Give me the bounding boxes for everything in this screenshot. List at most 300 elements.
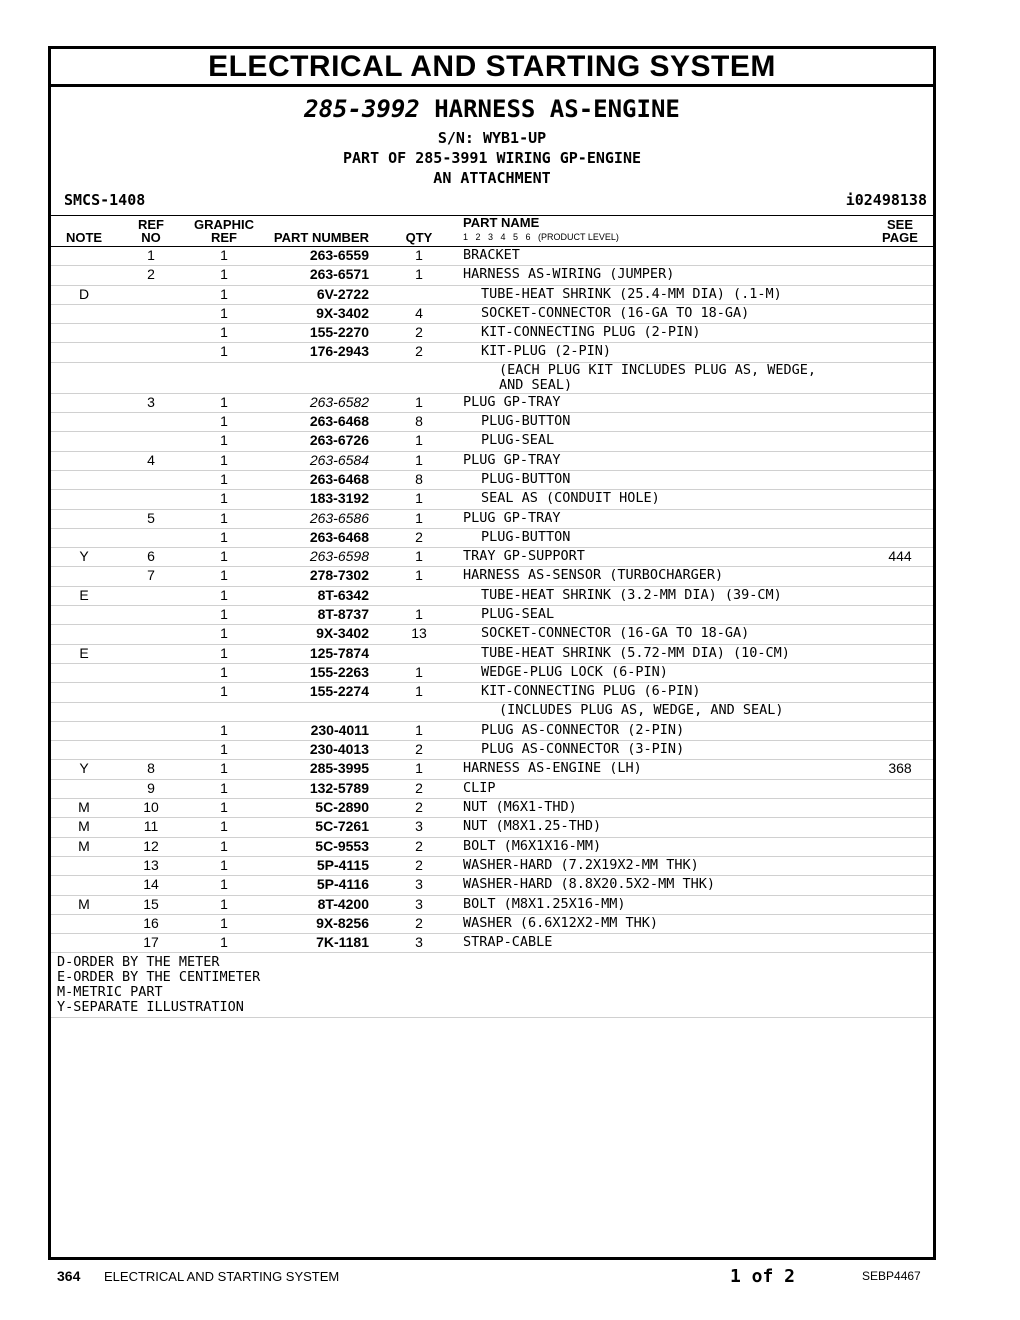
part-number-cell: 8T-8737 (263, 606, 381, 625)
ref-no-cell (117, 606, 185, 625)
graphic-ref-cell: 1 (185, 606, 263, 625)
part-number-cell: 183-3192 (263, 490, 381, 509)
part-number-cell: 263-6571 (263, 266, 381, 285)
part-number-cell: 125-7874 (263, 644, 381, 663)
part-name-cell: HARNESS AS-SENSOR (TURBOCHARGER) (457, 567, 867, 586)
legend-item: E-ORDER BY THE CENTIMETER (57, 969, 261, 986)
see-page-cell (867, 702, 933, 721)
part-number-cell: 285-3995 (263, 760, 381, 779)
part-name-cell: HARNESS AS-WIRING (JUMPER) (457, 266, 867, 285)
table-row (51, 818, 933, 837)
qty-cell: 2 (381, 837, 457, 856)
ref-no-cell: 3 (117, 393, 185, 412)
ref-no-cell: 11 (117, 818, 185, 837)
legend-item: M-METRIC PART (57, 984, 163, 1001)
ref-no-cell: 4 (117, 451, 185, 470)
note-cell (51, 324, 117, 343)
part-name-cell: SEAL AS (CONDUIT HOLE) (457, 490, 867, 509)
table-row (51, 490, 933, 509)
note-cell: M (51, 837, 117, 856)
part-name-cell: PLUG GP-TRAY (457, 451, 867, 470)
part-number-cell: 263-6582 (263, 393, 381, 412)
note-cell: M (51, 799, 117, 818)
ref-no-cell: 12 (117, 837, 185, 856)
ref-no-cell (117, 343, 185, 362)
qty-cell: 1 (381, 567, 457, 586)
graphic-ref-cell: 1 (185, 266, 263, 285)
col-note-header: NOTE (51, 216, 117, 247)
document-id: SEBP4467 (862, 1269, 921, 1283)
part-name-cell: PLUG-BUTTON (457, 470, 867, 489)
serial-number: S/N: WYB1-UP (437, 129, 547, 147)
part-name-cell: TUBE-HEAT SHRINK (25.4-MM DIA) (.1-M) (457, 285, 867, 304)
part-name-cell: NUT (M8X1.25-THD) (457, 818, 867, 837)
part-name-cell: PLUG-SEAL (457, 606, 867, 625)
graphic-ref-cell: 1 (185, 470, 263, 489)
see-page-cell (867, 779, 933, 798)
graphic-ref-cell: 1 (185, 741, 263, 760)
part-name-cell: TUBE-HEAT SHRINK (3.2-MM DIA) (39-CM) (457, 586, 867, 605)
qty-cell: 2 (381, 856, 457, 875)
table-row (51, 285, 933, 304)
part-name-cell: KIT-CONNECTING PLUG (6-PIN) (457, 683, 867, 702)
note-cell: M (51, 895, 117, 914)
qty-cell: 2 (381, 779, 457, 798)
ref-no-cell (117, 586, 185, 605)
see-page-cell (867, 741, 933, 760)
graphic-ref-cell: 1 (185, 285, 263, 304)
ref-no-cell (117, 490, 185, 509)
graphic-ref-cell: 1 (185, 304, 263, 323)
part-number-cell: 8T-6342 (263, 586, 381, 605)
note-cell: Y (51, 548, 117, 567)
qty-cell: 1 (381, 663, 457, 682)
ref-no-cell: 6 (117, 548, 185, 567)
part-number-cell: 155-2263 (263, 663, 381, 682)
graphic-ref-cell: 1 (185, 837, 263, 856)
qty-cell: 2 (381, 343, 457, 362)
part-number-cell: 230-4013 (263, 741, 381, 760)
ref-no-cell: 16 (117, 914, 185, 933)
note-cell (51, 702, 117, 721)
qty-cell: 1 (381, 451, 457, 470)
part-number-cell: 263-6468 (263, 470, 381, 489)
part-number-cell: 263-6468 (263, 413, 381, 432)
table-row (51, 528, 933, 547)
graphic-ref-cell: 1 (185, 856, 263, 875)
part-name-cell: PLUG GP-TRAY (457, 509, 867, 528)
note-cell: D (51, 285, 117, 304)
table-row (51, 663, 933, 682)
table-row (51, 721, 933, 740)
col-see-page-header: SEE PAGE (867, 216, 933, 247)
qty-cell: 4 (381, 304, 457, 323)
table-row (51, 324, 933, 343)
ref-no-cell (117, 528, 185, 547)
graphic-ref-cell: 1 (185, 343, 263, 362)
graphic-ref-cell: 1 (185, 548, 263, 567)
part-name-cell: SOCKET-CONNECTOR (16-GA TO 18-GA) (457, 304, 867, 323)
note-cell (51, 625, 117, 644)
part-number-cell: 7K-1181 (263, 934, 381, 953)
ref-no-cell: 10 (117, 799, 185, 818)
see-page-cell (867, 914, 933, 933)
note-cell: M (51, 818, 117, 837)
part-number-cell: 263-6598 (263, 548, 381, 567)
see-page-cell (867, 470, 933, 489)
part-number-cell: 155-2270 (263, 324, 381, 343)
note-cell (51, 779, 117, 798)
part-name-cell: (EACH PLUG KIT INCLUDES PLUG AS, WEDGE, AND SEAL) (457, 362, 867, 393)
see-page-cell (867, 490, 933, 509)
part-name-cell: BRACKET (457, 247, 867, 266)
see-page-cell (867, 266, 933, 285)
part-name-cell: NUT (M6X1-THD) (457, 799, 867, 818)
parts-table (51, 216, 933, 953)
table-row (51, 432, 933, 451)
graphic-ref-cell: 1 (185, 490, 263, 509)
qty-cell: 2 (381, 914, 457, 933)
part-number-cell: 5C-2890 (263, 799, 381, 818)
note-cell (51, 470, 117, 489)
qty-cell: 1 (381, 490, 457, 509)
note-cell: Y (51, 760, 117, 779)
graphic-ref-cell: 1 (185, 760, 263, 779)
ref-no-cell: 7 (117, 567, 185, 586)
graphic-ref-cell: 1 (185, 413, 263, 432)
table-row (51, 799, 933, 818)
page-number: 364 (57, 1268, 81, 1284)
see-page-cell (867, 895, 933, 914)
part-name-cell: WASHER (6.6X12X2-MM THK) (457, 914, 867, 933)
page-footer (0, 1266, 1020, 1288)
notes-legend (51, 953, 933, 1018)
qty-cell: 1 (381, 548, 457, 567)
legend-item: D-ORDER BY THE METER (57, 954, 220, 971)
part-name-cell: PLUG-SEAL (457, 432, 867, 451)
qty-cell: 3 (381, 818, 457, 837)
part-number-cell: 263-6559 (263, 247, 381, 266)
graphic-ref-cell (185, 702, 263, 721)
table-row (51, 586, 933, 605)
group-header (51, 87, 933, 216)
graphic-ref-cell: 1 (185, 876, 263, 895)
table-row (51, 548, 933, 567)
note-cell (51, 509, 117, 528)
qty-cell (381, 644, 457, 663)
note-cell (51, 683, 117, 702)
part-name-cell: TUBE-HEAT SHRINK (5.72-MM DIA) (10-CM) (457, 644, 867, 663)
note-cell (51, 451, 117, 470)
part-name-cell: TRAY GP-SUPPORT (457, 548, 867, 567)
col-part-number-header: PART NUMBER (263, 216, 381, 247)
note-cell (51, 528, 117, 547)
note-cell (51, 934, 117, 953)
qty-cell: 1 (381, 760, 457, 779)
ref-no-cell: 13 (117, 856, 185, 875)
note-cell (51, 362, 117, 393)
see-page-cell (867, 625, 933, 644)
table-row (51, 451, 933, 470)
see-page-cell (867, 304, 933, 323)
table-row (51, 760, 933, 779)
illustration-id: i02498138 (845, 191, 927, 209)
qty-cell: 3 (381, 934, 457, 953)
col-qty-header: QTY (381, 216, 457, 247)
ref-no-cell: 14 (117, 876, 185, 895)
see-page-cell (867, 663, 933, 682)
table-row (51, 393, 933, 412)
graphic-ref-cell: 1 (185, 683, 263, 702)
ref-no-cell (117, 413, 185, 432)
qty-cell: 1 (381, 606, 457, 625)
note-cell (51, 914, 117, 933)
part-name-cell: PLUG AS-CONNECTOR (2-PIN) (457, 721, 867, 740)
qty-cell (381, 586, 457, 605)
ref-no-cell (117, 470, 185, 489)
qty-cell: 2 (381, 741, 457, 760)
ref-no-cell: 8 (117, 760, 185, 779)
graphic-ref-cell: 1 (185, 528, 263, 547)
smcs-code: SMCS-1408 (64, 191, 146, 209)
ref-no-cell (117, 362, 185, 393)
part-name-cell: PLUG AS-CONNECTOR (3-PIN) (457, 741, 867, 760)
part-name-cell: STRAP-CABLE (457, 934, 867, 953)
note-cell (51, 266, 117, 285)
see-page-cell: 368 (867, 760, 933, 779)
part-number-cell: 5C-9553 (263, 837, 381, 856)
graphic-ref-cell: 1 (185, 934, 263, 953)
part-number-cell: 263-6586 (263, 509, 381, 528)
table-row (51, 606, 933, 625)
qty-cell: 1 (381, 683, 457, 702)
part-number-cell: 263-6726 (263, 432, 381, 451)
group-part-number: 285-3992 (304, 95, 420, 123)
qty-cell: 8 (381, 413, 457, 432)
part-name-cell: WEDGE-PLUG LOCK (6-PIN) (457, 663, 867, 682)
table-row (51, 304, 933, 323)
graphic-ref-cell: 1 (185, 625, 263, 644)
note-cell (51, 432, 117, 451)
part-number-cell: 5P-4116 (263, 876, 381, 895)
note-cell (51, 393, 117, 412)
see-page-cell (867, 567, 933, 586)
see-page-cell (867, 432, 933, 451)
table-row (51, 856, 933, 875)
note-cell (51, 606, 117, 625)
see-page-cell (867, 393, 933, 412)
page-frame (48, 46, 936, 1260)
qty-cell: 8 (381, 470, 457, 489)
graphic-ref-cell: 1 (185, 644, 263, 663)
part-number-cell: 9X-3402 (263, 625, 381, 644)
ref-no-cell: 1 (117, 247, 185, 266)
ref-no-cell (117, 721, 185, 740)
table-row (51, 625, 933, 644)
ref-no-cell (117, 683, 185, 702)
graphic-ref-cell: 1 (185, 451, 263, 470)
graphic-ref-cell: 1 (185, 721, 263, 740)
part-number-cell (263, 362, 381, 393)
table-row (51, 876, 933, 895)
attachment-line: AN ATTACHMENT (433, 169, 551, 187)
see-page-cell (867, 606, 933, 625)
graphic-ref-cell: 1 (185, 586, 263, 605)
ref-no-cell: 17 (117, 934, 185, 953)
table-row (51, 567, 933, 586)
group-title (51, 95, 933, 123)
footer-section: ELECTRICAL AND STARTING SYSTEM (104, 1269, 340, 1284)
table-row (51, 779, 933, 798)
part-number-cell: 263-6584 (263, 451, 381, 470)
note-cell (51, 247, 117, 266)
see-page-cell (867, 644, 933, 663)
col-part-name-header: PART NAME 1 2 3 4 5 6 (PRODUCT LEVEL) (457, 216, 867, 247)
ref-no-cell: 5 (117, 509, 185, 528)
see-page-cell (867, 247, 933, 266)
note-cell (51, 741, 117, 760)
table-row (51, 509, 933, 528)
note-cell (51, 663, 117, 682)
graphic-ref-cell: 1 (185, 432, 263, 451)
qty-cell: 2 (381, 528, 457, 547)
qty-cell (381, 362, 457, 393)
ref-no-cell (117, 702, 185, 721)
part-name-cell: WASHER-HARD (8.8X20.5X2-MM THK) (457, 876, 867, 895)
see-page-cell (867, 934, 933, 953)
col-ref-no-header: REF NO (117, 216, 185, 247)
part-name-cell: (INCLUDES PLUG AS, WEDGE, AND SEAL) (457, 702, 867, 721)
see-page-cell: 444 (867, 548, 933, 567)
part-number-cell: 5P-4115 (263, 856, 381, 875)
ref-no-cell (117, 644, 185, 663)
part-number-cell: 263-6468 (263, 528, 381, 547)
part-number-cell: 176-2943 (263, 343, 381, 362)
part-number-cell: 155-2274 (263, 683, 381, 702)
see-page-cell (867, 362, 933, 393)
note-cell (51, 721, 117, 740)
graphic-ref-cell: 1 (185, 567, 263, 586)
ref-no-cell (117, 741, 185, 760)
note-cell (51, 567, 117, 586)
part-name-cell: PLUG-BUTTON (457, 413, 867, 432)
note-cell (51, 876, 117, 895)
table-row (51, 470, 933, 489)
see-page-cell (867, 799, 933, 818)
qty-cell: 3 (381, 895, 457, 914)
ref-no-cell (117, 304, 185, 323)
graphic-ref-cell: 1 (185, 818, 263, 837)
part-number-cell: 8T-4200 (263, 895, 381, 914)
see-page-cell (867, 837, 933, 856)
part-name-cell: WASHER-HARD (7.2X19X2-MM THK) (457, 856, 867, 875)
part-number-cell: 9X-3402 (263, 304, 381, 323)
table-row (51, 343, 933, 362)
note-cell (51, 343, 117, 362)
part-name-cell: BOLT (M6X1X16-MM) (457, 837, 867, 856)
ref-no-cell: 15 (117, 895, 185, 914)
see-page-cell (867, 528, 933, 547)
page-of: 1 of 2 (730, 1266, 796, 1287)
product-level-scale: 1 2 3 4 5 6 (PRODUCT LEVEL) (463, 232, 619, 242)
group-part-name: HARNESS AS-ENGINE (434, 95, 680, 123)
see-page-cell (867, 683, 933, 702)
part-name-cell: BOLT (M8X1.25X16-MM) (457, 895, 867, 914)
ref-no-cell: 9 (117, 779, 185, 798)
part-number-cell: 278-7302 (263, 567, 381, 586)
graphic-ref-cell: 1 (185, 914, 263, 933)
graphic-ref-cell: 1 (185, 247, 263, 266)
table-row (51, 644, 933, 663)
note-cell (51, 413, 117, 432)
qty-cell: 2 (381, 324, 457, 343)
part-name-cell: PLUG GP-TRAY (457, 393, 867, 412)
qty-cell: 1 (381, 432, 457, 451)
legend-item: Y-SEPARATE ILLUSTRATION (57, 999, 244, 1016)
graphic-ref-cell: 1 (185, 393, 263, 412)
ref-no-cell: 2 (117, 266, 185, 285)
part-number-cell: 6V-2722 (263, 285, 381, 304)
table-row (51, 895, 933, 914)
table-row (51, 702, 933, 721)
see-page-cell (867, 586, 933, 605)
col-graphic-ref-header: GRAPHIC REF (185, 216, 263, 247)
table-row (51, 837, 933, 856)
see-page-cell (867, 343, 933, 362)
note-cell: E (51, 644, 117, 663)
part-name-cell: SOCKET-CONNECTOR (16-GA TO 18-GA) (457, 625, 867, 644)
table-row (51, 266, 933, 285)
part-name-cell: HARNESS AS-ENGINE (LH) (457, 760, 867, 779)
qty-cell (381, 702, 457, 721)
part-of-line: PART OF 285-3991 WIRING GP-ENGINE (342, 149, 641, 167)
see-page-cell (867, 876, 933, 895)
part-name-cell: CLIP (457, 779, 867, 798)
graphic-ref-cell (185, 362, 263, 393)
see-page-cell (867, 509, 933, 528)
part-number-cell (263, 702, 381, 721)
note-cell (51, 856, 117, 875)
see-page-cell (867, 285, 933, 304)
qty-cell: 13 (381, 625, 457, 644)
table-row (51, 362, 933, 393)
part-number-cell: 9X-8256 (263, 914, 381, 933)
graphic-ref-cell: 1 (185, 895, 263, 914)
see-page-cell (867, 413, 933, 432)
qty-cell: 1 (381, 266, 457, 285)
part-number-cell: 132-5789 (263, 779, 381, 798)
ref-no-cell (117, 663, 185, 682)
see-page-cell (867, 324, 933, 343)
table-row (51, 683, 933, 702)
qty-cell: 1 (381, 721, 457, 740)
graphic-ref-cell: 1 (185, 509, 263, 528)
table-row (51, 914, 933, 933)
see-page-cell (867, 721, 933, 740)
part-number-cell: 5C-7261 (263, 818, 381, 837)
note-cell: E (51, 586, 117, 605)
table-row (51, 741, 933, 760)
ref-no-cell (117, 285, 185, 304)
qty-cell: 3 (381, 876, 457, 895)
note-cell (51, 490, 117, 509)
graphic-ref-cell: 1 (185, 663, 263, 682)
ref-no-cell (117, 324, 185, 343)
qty-cell: 1 (381, 509, 457, 528)
see-page-cell (867, 856, 933, 875)
table-row (51, 413, 933, 432)
part-number-cell: 230-4011 (263, 721, 381, 740)
